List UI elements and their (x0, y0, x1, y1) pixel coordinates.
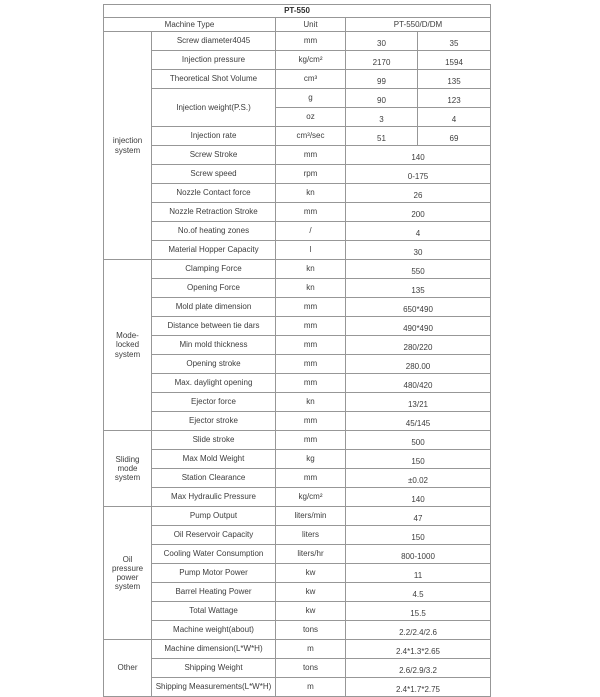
unit-cell: liters (276, 526, 346, 545)
value-cell: 0-175 (346, 165, 491, 184)
unit-cell: liters/hr (276, 545, 346, 564)
table-row (104, 317, 491, 336)
param-label: Material Hopper Capacity (152, 241, 276, 260)
unit-cell: rpm (276, 165, 346, 184)
unit-cell: m (276, 640, 346, 659)
unit-cell: cm³/sec (276, 127, 346, 146)
table-row (104, 146, 491, 165)
unit-cell: mm (276, 374, 346, 393)
param-label: Oil Reservoir Capacity (152, 526, 276, 545)
unit-cell: l (276, 241, 346, 260)
table-row (104, 393, 491, 412)
value-cell: 140 (346, 146, 491, 165)
header-model: PT-550/D/DM (346, 18, 491, 32)
table-row (104, 431, 491, 450)
table-row (104, 678, 491, 697)
value-cell: 4.5 (346, 583, 491, 602)
table-row (104, 488, 491, 507)
value-cell: 800-1000 (346, 545, 491, 564)
unit-cell: kg (276, 450, 346, 469)
value-cell: 26 (346, 184, 491, 203)
value-cell: 99 (346, 70, 418, 89)
param-label: Screw speed (152, 165, 276, 184)
table-row (104, 222, 491, 241)
table-header-row (104, 18, 491, 32)
table-row (104, 564, 491, 583)
unit-cell: kg/cm² (276, 51, 346, 70)
unit-cell: kn (276, 260, 346, 279)
param-label: Mold plate dimension (152, 298, 276, 317)
unit-cell: mm (276, 203, 346, 222)
value-cell: 47 (346, 507, 491, 526)
value-cell: 150 (346, 526, 491, 545)
param-label: Max Hydraulic Pressure (152, 488, 276, 507)
table-row (104, 545, 491, 564)
param-label: Pump Output (152, 507, 276, 526)
unit-cell: / (276, 222, 346, 241)
value-cell: 3 (346, 108, 418, 127)
value-cell: 135 (346, 279, 491, 298)
table-row (104, 51, 491, 70)
param-label: Opening Force (152, 279, 276, 298)
param-label: Injection pressure (152, 51, 276, 70)
spec-table (103, 4, 491, 697)
param-label: Machine dimension(L*W*H) (152, 640, 276, 659)
unit-cell: kw (276, 602, 346, 621)
param-label: Min mold thickness (152, 336, 276, 355)
value-cell: 2.4*1.7*2.75 (346, 678, 491, 697)
table-row (104, 165, 491, 184)
table-row (104, 640, 491, 659)
unit-cell: g (276, 89, 346, 108)
value-cell: 500 (346, 431, 491, 450)
param-label: Nozzle Contact force (152, 184, 276, 203)
table-row (104, 32, 491, 51)
table-row (104, 526, 491, 545)
unit-cell: tons (276, 659, 346, 678)
value-cell: 2.4*1.3*2.65 (346, 640, 491, 659)
unit-cell: oz (276, 108, 346, 127)
param-label: Shipping Weight (152, 659, 276, 678)
param-label: Screw diameter4045 (152, 32, 276, 51)
value-cell: 15.5 (346, 602, 491, 621)
unit-cell: cm³ (276, 70, 346, 89)
table-row (104, 450, 491, 469)
unit-cell: kw (276, 583, 346, 602)
unit-cell: kn (276, 184, 346, 203)
unit-cell: mm (276, 32, 346, 51)
unit-cell: kn (276, 279, 346, 298)
value-cell: 2.2/2.4/2.6 (346, 621, 491, 640)
unit-cell: kn (276, 393, 346, 412)
param-label: Total Wattage (152, 602, 276, 621)
table-row (104, 89, 491, 108)
value-cell: 69 (418, 127, 491, 146)
value-cell: 90 (346, 89, 418, 108)
unit-cell: mm (276, 431, 346, 450)
section-label-sliding-mode-system: Sliding mode system (104, 431, 152, 507)
param-label: Shipping Measurements(L*W*H) (152, 678, 276, 697)
table-row (104, 336, 491, 355)
param-label: Injection rate (152, 127, 276, 146)
unit-cell: kw (276, 564, 346, 583)
section-label-oil-pressure-power-system: Oil pressure power system (104, 507, 152, 640)
value-cell: 280.00 (346, 355, 491, 374)
param-label: Clamping Force (152, 260, 276, 279)
value-cell: 123 (418, 89, 491, 108)
value-cell: 150 (346, 450, 491, 469)
unit-cell: liters/min (276, 507, 346, 526)
table-row (104, 507, 491, 526)
param-label: Nozzle Retraction Stroke (152, 203, 276, 222)
table-row (104, 184, 491, 203)
section-label-injection-system: injection system (104, 32, 152, 260)
value-cell: ±0.02 (346, 469, 491, 488)
value-cell: 45/145 (346, 412, 491, 431)
value-cell: 30 (346, 241, 491, 260)
param-label: Pump Motor Power (152, 564, 276, 583)
value-cell: 4 (346, 222, 491, 241)
table-row (104, 241, 491, 260)
unit-cell: mm (276, 146, 346, 165)
table-row (104, 659, 491, 678)
param-label: Opening stroke (152, 355, 276, 374)
unit-cell: mm (276, 412, 346, 431)
value-cell: 35 (418, 32, 491, 51)
table-row (104, 621, 491, 640)
table-row (104, 374, 491, 393)
unit-cell: mm (276, 336, 346, 355)
value-cell: 13/21 (346, 393, 491, 412)
value-cell: 1594 (418, 51, 491, 70)
param-label: Station Clearance (152, 469, 276, 488)
value-cell: 30 (346, 32, 418, 51)
table-row (104, 127, 491, 146)
unit-cell: tons (276, 621, 346, 640)
header-unit: Unit (276, 18, 346, 32)
unit-cell: mm (276, 469, 346, 488)
value-cell: 135 (418, 70, 491, 89)
section-label-other: Other (104, 640, 152, 697)
table-row (104, 469, 491, 488)
table-row (104, 260, 491, 279)
param-label: Slide stroke (152, 431, 276, 450)
param-label: Distance between tie dars (152, 317, 276, 336)
value-cell: 2.6/2.9/3.2 (346, 659, 491, 678)
table-row (104, 203, 491, 222)
param-label: Theoretical Shot Volume (152, 70, 276, 89)
table-row (104, 355, 491, 374)
param-label: Max. daylight opening (152, 374, 276, 393)
table-row (104, 412, 491, 431)
unit-cell: mm (276, 298, 346, 317)
value-cell: 11 (346, 564, 491, 583)
value-cell: 550 (346, 260, 491, 279)
param-label: Screw Stroke (152, 146, 276, 165)
value-cell: 490*490 (346, 317, 491, 336)
param-label: Cooling Water Consumption (152, 545, 276, 564)
param-label: Ejector force (152, 393, 276, 412)
table-row (104, 70, 491, 89)
param-label: Injection weight(P.S.) (152, 89, 276, 127)
param-label: Ejector stroke (152, 412, 276, 431)
section-label-mode-locked-system: Mode-locked system (104, 260, 152, 431)
unit-cell: mm (276, 355, 346, 374)
value-cell: 650*490 (346, 298, 491, 317)
unit-cell: kg/cm² (276, 488, 346, 507)
param-label: Barrel Heating Power (152, 583, 276, 602)
value-cell: 200 (346, 203, 491, 222)
param-label: No.of heating zones (152, 222, 276, 241)
value-cell: 4 (418, 108, 491, 127)
value-cell: 280/220 (346, 336, 491, 355)
table-title: PT-550 (104, 5, 491, 18)
table-row (104, 602, 491, 621)
value-cell: 51 (346, 127, 418, 146)
param-label: Max Mold Weight (152, 450, 276, 469)
table-row (104, 583, 491, 602)
table-title-row (104, 5, 491, 18)
unit-cell: mm (276, 317, 346, 336)
table-row (104, 279, 491, 298)
value-cell: 480/420 (346, 374, 491, 393)
unit-cell: m (276, 678, 346, 697)
param-label: Machine weight(about) (152, 621, 276, 640)
value-cell: 2170 (346, 51, 418, 70)
header-machine-type: Machine Type (104, 18, 276, 32)
table-row (104, 298, 491, 317)
value-cell: 140 (346, 488, 491, 507)
